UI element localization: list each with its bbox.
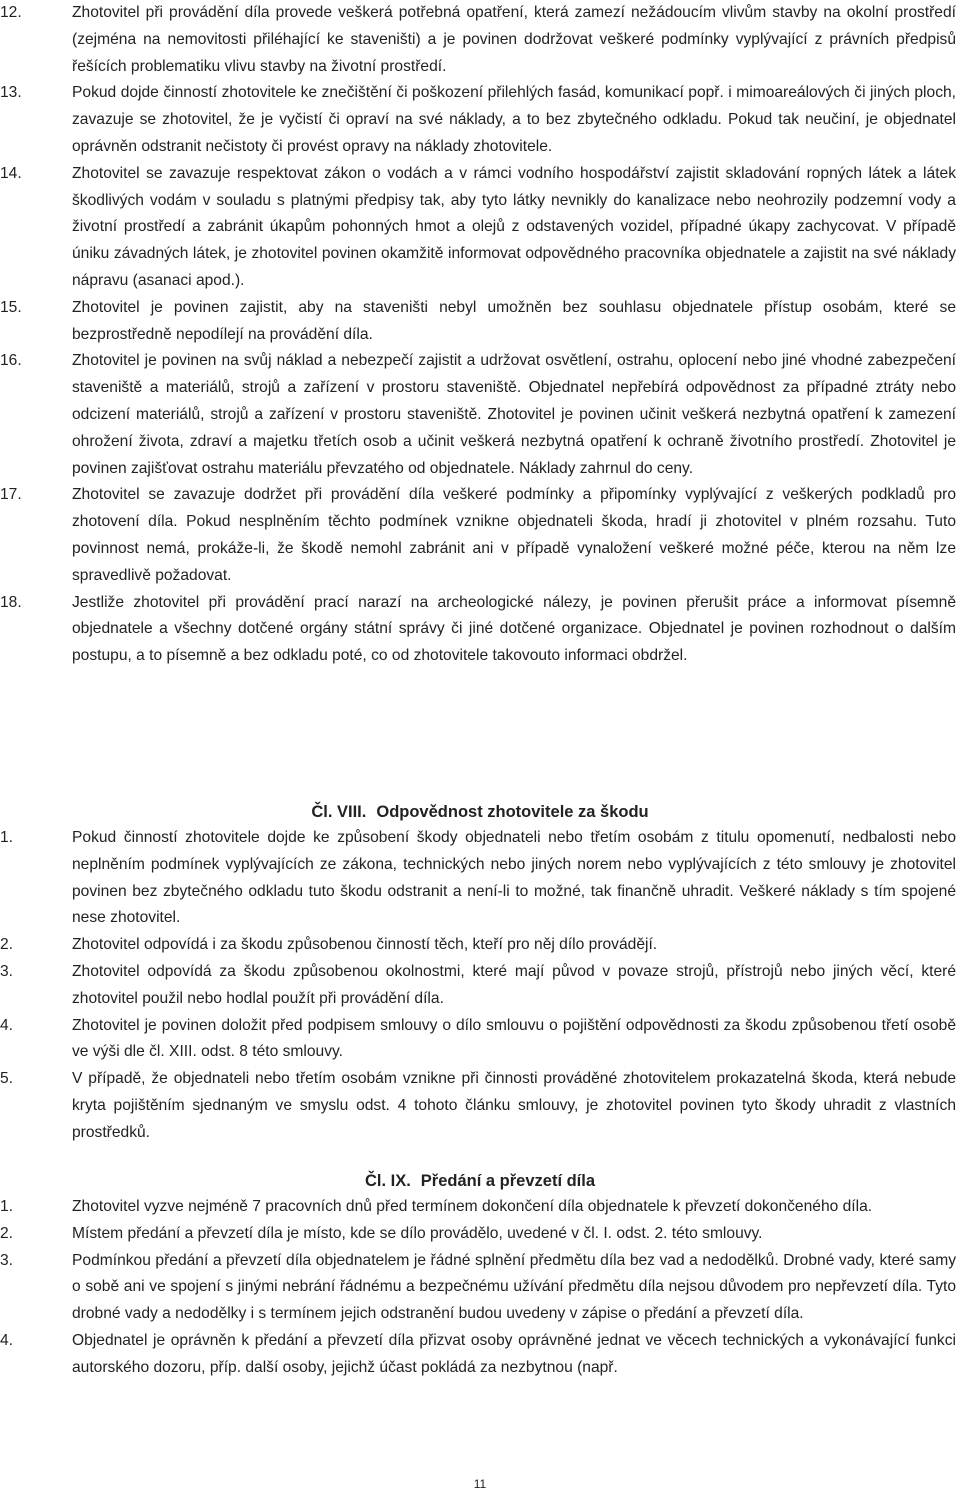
- clause-number: 5.: [0, 1070, 14, 1088]
- clause-item: [0, 80, 960, 160]
- clause-item: [0, 161, 960, 295]
- clause-item: [0, 295, 960, 349]
- clause-item: [0, 1066, 960, 1146]
- clause-item: [0, 482, 960, 589]
- clause-number: 2.: [0, 936, 14, 954]
- clause-number: 18.: [0, 593, 22, 611]
- section-ix-number: Čl. IX.: [364, 1172, 411, 1190]
- clause-item: [0, 0, 960, 80]
- clause-number: 17.: [0, 486, 22, 504]
- clause-item: [0, 1013, 960, 1067]
- clause-text: V případě, že objednateli nebo třetím osobám vznikne při činnosti prováděné zhotovitelem prokazatelná škoda, která nebude kryta pojištěním sjednaným ve smyslu odst. 4 tohoto článku smlouvy, je zhotovitel povinen tyto škody uhradit z vlastních prostředků.: [72, 1070, 956, 1141]
- clause-text: Pokud dojde činností zhotovitele ke znečištění či poškození přilehlých fasád, komunikací popř. i mimoareálových či jiných ploch, zavazuje se zhotovitel, že je vyčistí či opraví na své náklady, a to bez zbytečného odkladu. Pokud tak neučiní, je objednatel oprávněn odstranit nečistoty či provést opravy na náklady zhotovitele.: [72, 84, 956, 155]
- clause-item: [0, 1328, 960, 1382]
- clause-number: 4.: [0, 1331, 14, 1349]
- clause-item: [0, 1248, 960, 1328]
- clause-number: 1.: [0, 829, 14, 846]
- clause-item: [0, 590, 960, 670]
- section-ix-items: [0, 1194, 960, 1382]
- clause-text: Zhotovitel je povinen na svůj náklad a nebezpečí zajistit a udržovat osvětlení, ostrahu, oplocení nebo jiné vhodné zabezpečení staveniště a materiálů, strojů a zařízení v prostoru staveniště. Objednatel nepřebírá odpovědnost za případné ztráty nebo odcizení materiálů, strojů a zařízení v prostoru staveniště. Zhotovitel je povinen učinit veškerá nezbytná opatření k zamezení ohrožení života, zdraví a majetku třetích osob a učinit veškerá nezbytná opatření k ochraně životního prostředí. Zhotovitel je povinen zajišťovat ostrahu materiálu převzatého od objednatele. Náklady zahrnul do ceny.: [72, 352, 956, 477]
- clause-number: 12.: [0, 4, 22, 21]
- clause-item: [0, 959, 960, 1013]
- clause-number: 2.: [0, 1224, 14, 1242]
- clause-number: 3.: [0, 962, 14, 980]
- clause-item: [0, 1194, 960, 1221]
- clause-number: 13.: [0, 84, 22, 102]
- clause-text: Objednatel je oprávněn k předání a převzetí díla přizvat osoby oprávněné jednat ve věcech technických a vykonávající funkci autorského dozoru, příp. další osoby, jejichž účast pokládá za nezbytnou (např.: [72, 1331, 956, 1376]
- clause-item: [0, 1221, 960, 1248]
- clause-text: Zhotovitel vyzve nejméně 7 pracovních dnů před termínem dokončení díla objednatele k převzetí dokončeného díla.: [72, 1198, 873, 1215]
- page-number: 11: [473, 1477, 487, 1491]
- clause-text: Zhotovitel odpovídá za škodu způsobenou okolnostmi, které mají původ v povaze strojů, přístrojů nebo jiných věcí, které zhotovitel použil nebo hodlal použít při provádění díla.: [72, 962, 956, 1007]
- section-ix-heading: [0, 1168, 960, 1194]
- clause-text: Zhotovitel se zavazuje respektovat zákon o vodách a v rámci vodního hospodářství zajistit skladování ropných látek a látek škodlivých vodám v souladu s platnými předpisy tak, aby tyto látky nevnikly do kanalizace nebo neohrozily podzemní vody a životní prostředí a zabránit úkapům pohonných hmot a olejů z odstavených vozidel, případné úkapy zachycovat. V případě úniku závadných látek, je zhotovitel povinen okamžitě informovat odpovědného pracovníka objednatele a zajistit na své náklady nápravu (asanaci apod.).: [72, 164, 956, 289]
- clause-item: [0, 825, 960, 932]
- section-viii-number: Čl. VIII.: [311, 803, 367, 821]
- clause-text: Zhotovitel při provádění díla provede veškerá potřebná opatření, která zamezí nežádoucím vlivům stavby na okolní prostředí (zejména na nemovitosti přiléhající ke staveništi) a je povinen dodržovat veškeré podmínky vyplývající z právních předpisů řešících problematiku vlivu stavby na životní prostředí.: [72, 4, 956, 75]
- clause-text: Pokud činností zhotovitele dojde ke způsobení škody objednateli nebo třetím osobám z titulu opomenutí, nedbalosti nebo neplněním podmínek vyplývajících ze zákona, technických nebo jiných norem nebo vyplývajících z této smlouvy je zhotovitel povinen bez zbytečného odkladu tuto škodu odstranit a není-li to možné, tak finančně uhradit. Veškeré náklady s tím spojené nese zhotovitel.: [72, 829, 956, 927]
- section-viii-items: [0, 825, 960, 1147]
- clause-text: Podmínkou předání a převzetí díla objednatelem je řádné splnění předmětu díla bez vad a nedodělků. Drobné vady, které samy o sobě ani ve spojení s jinými nebrání řádnému a bezpečnému užívání předmětu díla nejsou důvodem pro nepřevzetí díla. Tyto drobné vady a nedodělky i s termínem jejich odstranění budou uvedeny v zápise o předání a převzetí díla.: [72, 1251, 956, 1323]
- clause-number: 15.: [0, 298, 22, 316]
- clause-text: Jestliže zhotovitel při provádění prací narazí na archeologické nálezy, je povinen přerušit práce a informovat písemně objednatele a všechny dotčené orgány státní správy či jiné dotčené organizace. Objednatel je povinen rozhodnout o dalším postupu, a to písemně a bez odkladu poté, co od zhotovitele takovouto informaci obdržel.: [72, 593, 956, 665]
- clause-number: 1.: [0, 1198, 14, 1215]
- section-viii-heading: [0, 799, 960, 825]
- clause-text: Místem předání a převzetí díla je místo, kde se dílo provádělo, uvedené v čl. I. odst. 2. této smlouvy.: [72, 1224, 763, 1242]
- clause-text: Zhotovitel se zavazuje dodržet při provádění díla veškeré podmínky a připomínky vyplývající z veškerých podkladů pro zhotovení díla. Pokud nesplněním těchto podmínek vznikne objednateli škoda, hradí ji zhotovitel v plném rozsahu. Tuto povinnost nemá, prokáže-li, že škodě nemohl zabránit ani v případě vynaložení veškeré možné péče, kterou na něm lze spravedlivě požadovat.: [72, 486, 956, 584]
- clause-text: Zhotovitel je povinen doložit před podpisem smlouvy o dílo smlouvu o pojištění odpovědnosti za škodu způsobenou třetí osobě ve výši dle čl. XIII. odst. 8 této smlouvy.: [72, 1016, 956, 1061]
- clause-number: 14.: [0, 164, 22, 182]
- section-ix-title: Předání a převzetí díla: [420, 1172, 596, 1190]
- clause-text: Zhotovitel je povinen zajistit, aby na staveništi nebyl umožněn bez souhlasu objednatele přístup osobám, které se bezprostředně nepodílejí na provádění díla.: [72, 298, 956, 343]
- clause-number: 4.: [0, 1016, 14, 1034]
- section-vii-continuation: [0, 0, 960, 670]
- clause-number: 3.: [0, 1251, 14, 1269]
- clause-number: 16.: [0, 352, 22, 370]
- clause-item: [0, 932, 960, 959]
- clause-item: [0, 348, 960, 482]
- section-viii-title: Odpovědnost zhotovitele za škodu: [376, 803, 649, 821]
- clause-text: Zhotovitel odpovídá i za škodu způsobenou činností těch, kteří pro něj dílo provádějí.: [72, 936, 658, 954]
